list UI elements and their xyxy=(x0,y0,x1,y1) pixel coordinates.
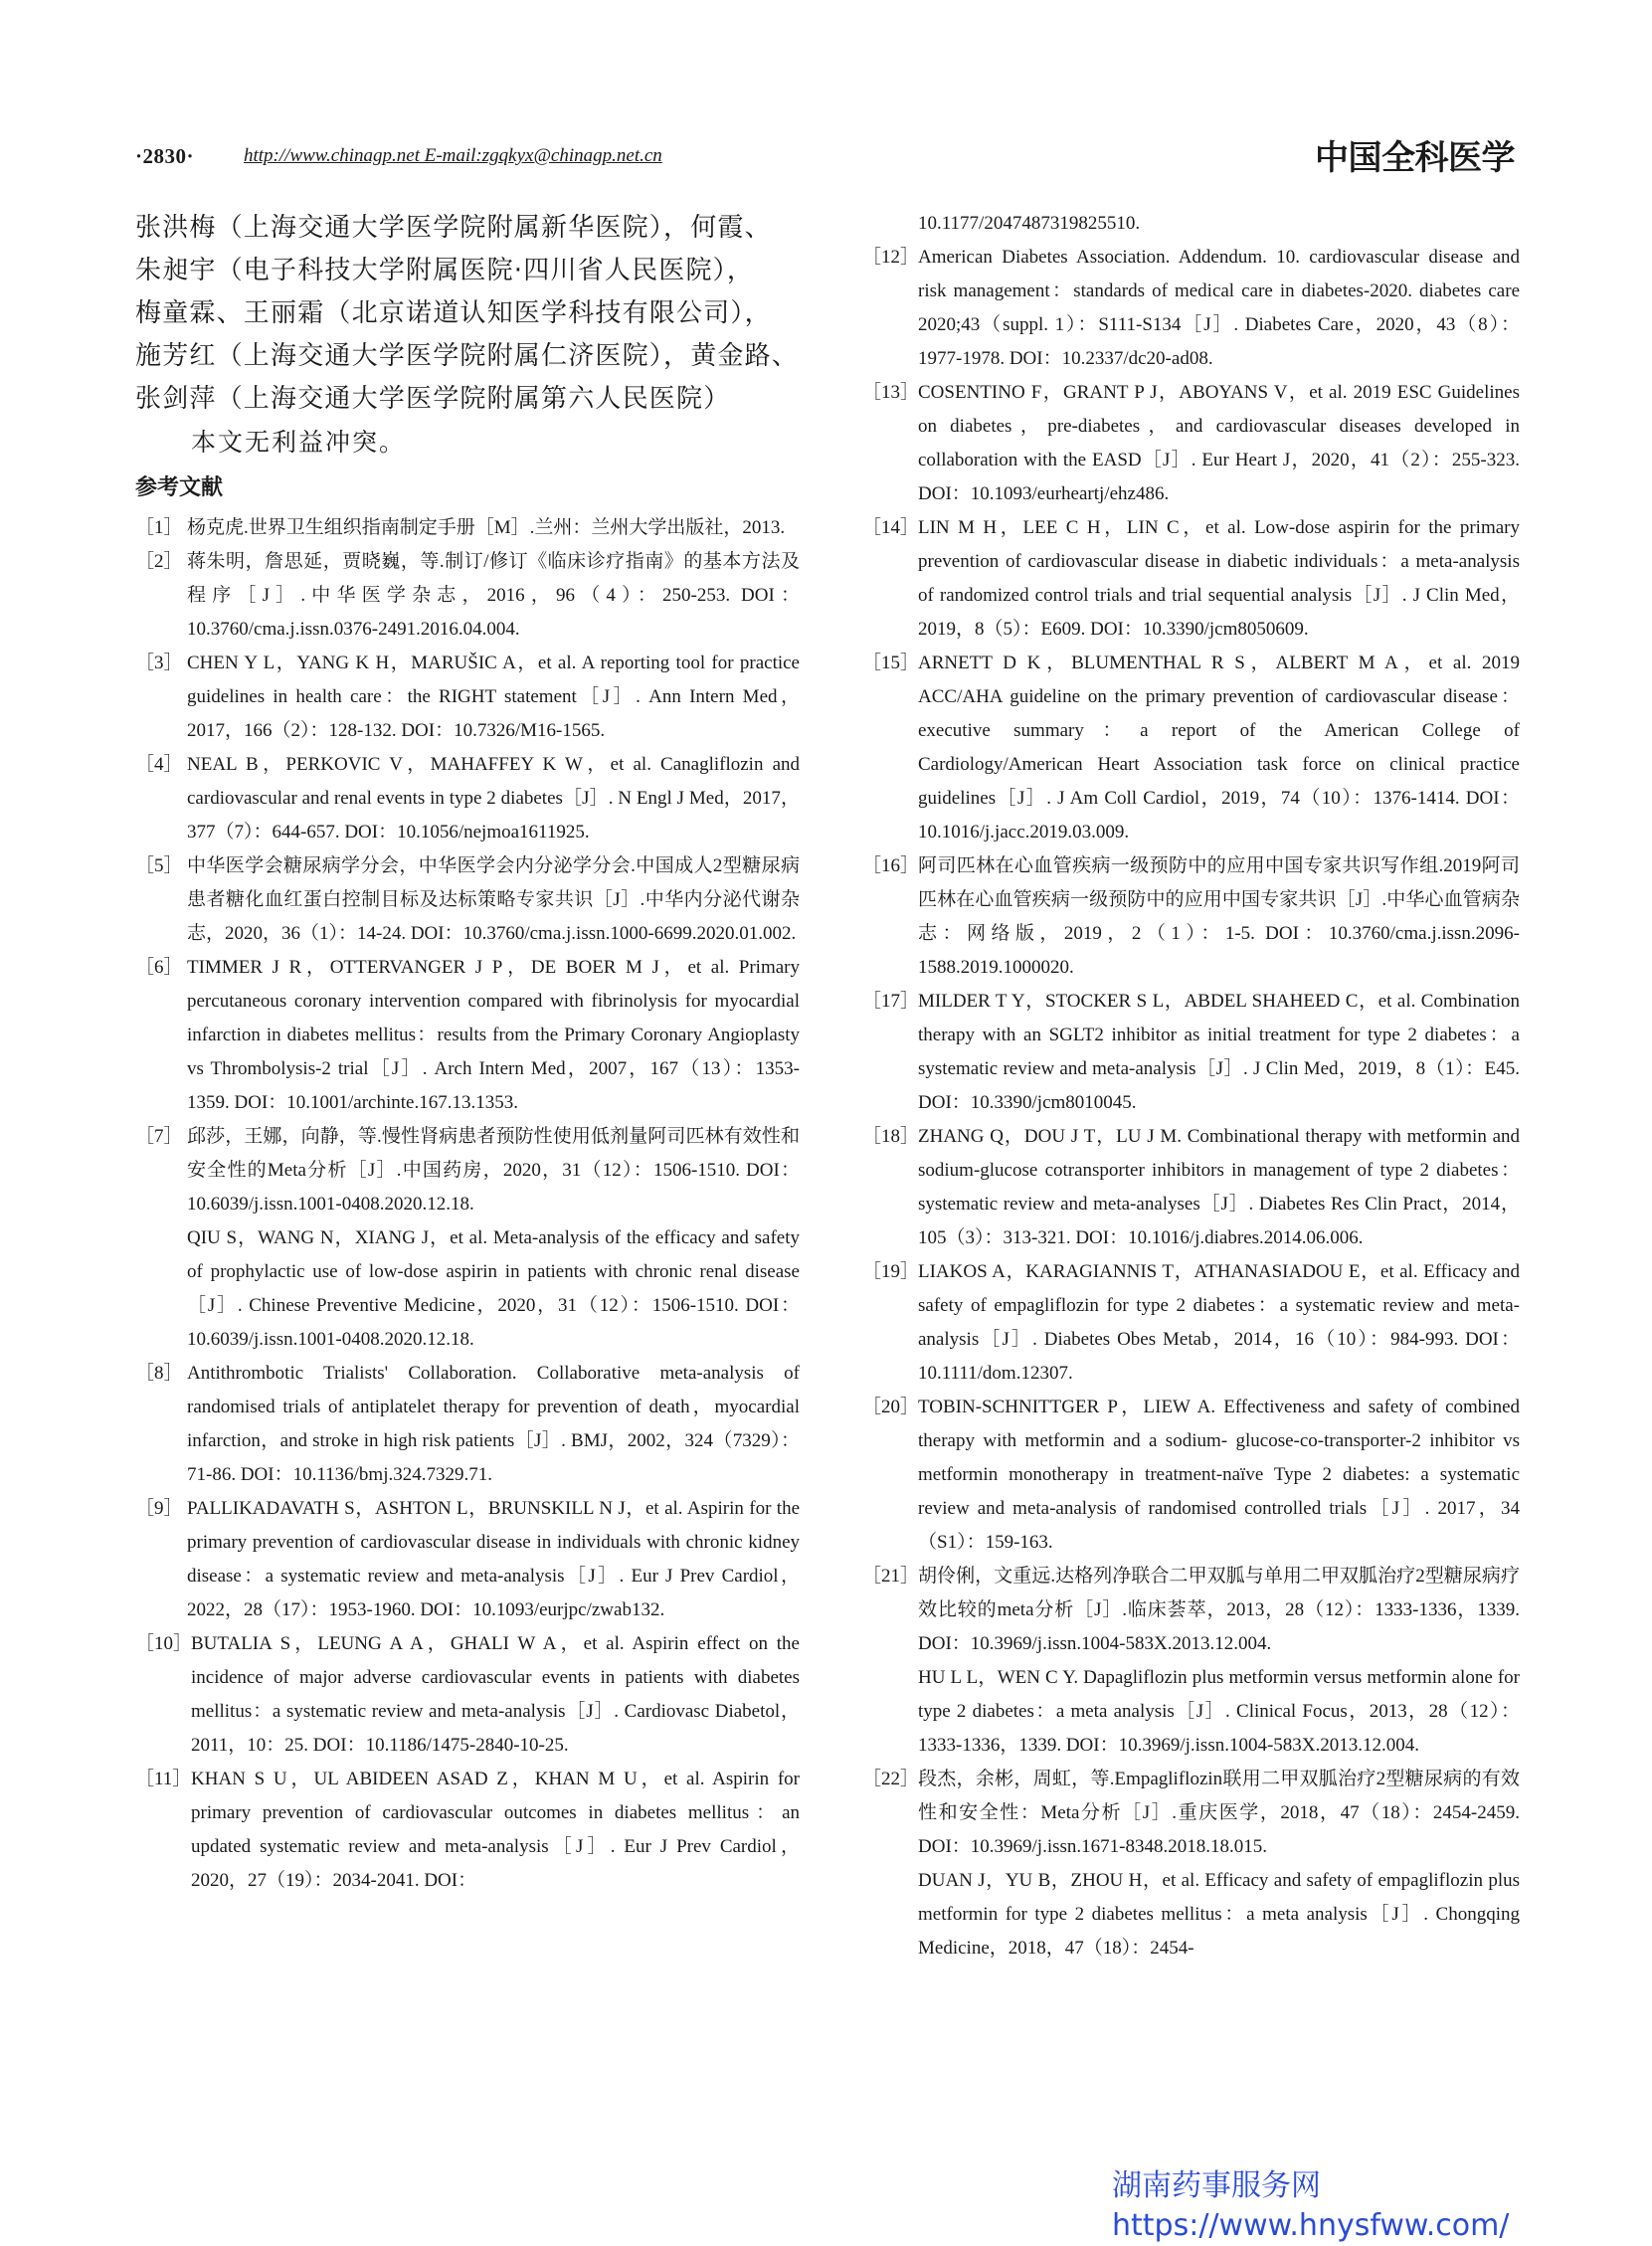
references-heading: 参考文献 xyxy=(135,475,224,500)
left-column xyxy=(135,207,800,1898)
reference-item xyxy=(135,849,800,951)
author-affiliations xyxy=(135,207,800,421)
reference-number: ［19］ xyxy=(862,1261,920,1282)
reference-text: 段杰，余彬，周虹，等.Empagliflozin联用二甲双胍治疗2型糖尿病的有效性和安全性：Meta分析［J］.重庆医学，2018，47（18）：2454-2459. DOI：10.3969/j.issn.1671-8348.2018.18.015. xyxy=(918,1769,1520,1857)
reference-text: BUTALIA S，LEUNG A A，GHALI W A，et al. Aspirin effect on the incidence of major adverse cardiovascular events in patients with diabetes mellitus：a systematic review and meta-analysis［J］. Cardiovasc Diabetol，2011，10：25. DOI：10.1186/1475-2840-10-25. xyxy=(191,1633,800,1756)
conflict-of-interest-statement: 本文无利益冲突。 xyxy=(191,428,407,457)
reference-translation xyxy=(135,1221,800,1357)
reference-number: ［18］ xyxy=(862,1126,920,1147)
reference-number: ［14］ xyxy=(862,517,920,538)
reference-number: ［20］ xyxy=(862,1397,920,1417)
reference-text: TOBIN-SCHNITTGER P，LIEW A. Effectiveness and safety of combined therapy with metformin and a sodium- glucose-co-transporter-2 inhibitor vs metformin monotherapy in treatment-naïve Type 2 diabetes: a systematic review and meta-analysis of randomised controlled trials［J］. 2017，34（S1）：159-163. xyxy=(918,1397,1520,1553)
reference-text: ZHANG Q，DOU J T，LU J M. Combinational therapy with metformin and sodium-glucose cotransporter inhibitors in management of type 2 diabetes：systematic review and meta-analyses［J］. Diabetes Res Clin Pract，2014，105（3）：313-321. DOI：10.1016/j.diabres.2014.06.006. xyxy=(918,1126,1520,1248)
watermark-url[interactable]: https://www.hnysfww.com/ xyxy=(1112,2208,1510,2243)
affiliation-line: 施芳红（上海交通大学医学院附属仁济医院），黄金路、 xyxy=(135,341,800,371)
reference-translation xyxy=(862,1661,1520,1763)
reference-item xyxy=(135,951,800,1120)
reference-item xyxy=(135,545,800,647)
reference-number: ［8］ xyxy=(135,1363,183,1384)
reference-text: 中华医学会糖尿病学分会，中华医学会内分泌学分会.中国成人2型糖尿病患者糖化血红蛋白控制目标及达标策略专家共识［J］.中华内分泌代谢杂志，2020，36（1）：14-24. DOI：10.3760/cma.j.issn.1000-6699.2020.01.002. xyxy=(187,855,800,944)
reference-text: LIAKOS A，KARAGIANNIS T，ATHANASIADOU E，et al. Efficacy and safety of empagliflozin for type 2 diabetes：a systematic review and meta-analysis［J］. Diabetes Obes Metab，2014，16（10）：984-993. DOI：10.1111/dom.12307. xyxy=(918,1261,1520,1384)
reference-number: ［9］ xyxy=(135,1498,183,1519)
reference-text: 蒋朱明，詹思延，贾晓巍，等.制订/修订《临床诊疗指南》的基本方法及程序［J］.中华医学杂志，2016，96（4）：250-253. DOI：10.3760/cma.j.issn.0376-2491.2016.04.004. xyxy=(187,551,800,640)
watermark xyxy=(1112,2166,1509,2246)
reference-item xyxy=(135,1763,800,1898)
reference-text: 10.1177/2047487319825510. xyxy=(918,213,1141,234)
reference-number: ［17］ xyxy=(862,991,920,1012)
reference-number: ［22］ xyxy=(862,1769,920,1789)
reference-text: 邱莎，王娜，向静，等.慢性肾病患者预防性使用低剂量阿司匹林有效性和安全性的Meta分析［J］.中国药房，2020，31（12）：1506-1510. DOI：10.6039/j.issn.1001-0408.2020.12.18. xyxy=(187,1126,800,1215)
reference-number: ［3］ xyxy=(135,653,183,673)
journal-name: 中国全科医学 xyxy=(1315,138,1515,178)
reference-text: COSENTINO F，GRANT P J，ABOYANS V，et al. 2019 ESC Guidelines on diabetes，pre-diabetes，and cardiovascular diseases developed in collaboration with the EASD［J］. Eur Heart J，2020，41（2）：255-323. DOI：10.1093/eurheartj/ehz486. xyxy=(918,382,1520,504)
affiliation-line: 张洪梅（上海交通大学医学院附属新华医院），何霞、 xyxy=(135,213,772,243)
reference-text: KHAN S U，UL ABIDEEN ASAD Z，KHAN M U，et al. Aspirin for primary prevention of cardiovascular outcomes in diabetes mellitus：an updated systematic review and meta-analysis［J］. Eur J Prev Cardiol，2020，27（19）：2034-2041. DOI： xyxy=(191,1769,800,1891)
reference-text: LIN M H，LEE C H，LIN C，et al. Low-dose aspirin for the primary prevention of cardiovascular disease in diabetic individuals：a meta-analysis of randomized control trials and trial sequential analysis［J］. J Clin Med，2019，8（5）：E609. DOI：10.3390/jcm8050609. xyxy=(918,517,1520,640)
reference-text: 阿司匹林在心血管疾病一级预防中的应用中国专家共识写作组.2019阿司匹林在心血管疾病一级预防中的应用中国专家共识［J］.中华心血管病杂志：网络版，2019，2（1）：1-5. DOI：10.3760/cma.j.issn.2096-1588.2019.1000020. xyxy=(918,855,1520,978)
reference-item xyxy=(862,1255,1520,1391)
right-column xyxy=(862,207,1520,1965)
reference-text: ARNETT D K，BLUMENTHAL R S，ALBERT M A，et al. 2019 ACC/AHA guideline on the primary prevention of cardiovascular disease：executive summary：a report of the American College of Cardiology/American Heart Association task force on clinical practice guidelines［J］. J Am Coll Cardiol，2019，74（10）：1376-1414. DOI：10.1016/j.jacc.2019.03.009. xyxy=(918,653,1520,842)
reference-text: 胡伶俐，文重远.达格列净联合二甲双胍与单用二甲双胍治疗2型糖尿病疗效比较的meta分析［J］.临床荟萃，2013，28（12）：1333-1336，1339. DOI：10.3969/j.issn.1004-583X.2013.12.004. xyxy=(918,1566,1520,1654)
reference-continuation xyxy=(862,207,1520,241)
reference-item xyxy=(135,1627,800,1763)
reference-text: DUAN J，YU B，ZHOU H，et al. Efficacy and safety of empagliflozin plus metformin for type 2 diabetes mellitus：a meta analysis［J］. Chongqing Medicine，2018，47（18）：2454- xyxy=(918,1870,1520,1959)
reference-item xyxy=(862,1763,1520,1864)
reference-item xyxy=(135,511,800,545)
reference-text: TIMMER J R，OTTERVANGER J P，DE BOER M J，et al. Primary percutaneous coronary intervention compared with fibrinolysis for myocardial infarction in diabetes mellitus：results from the Primary Coronary Angioplasty vs Thrombolysis-2 trial［J］. Arch Intern Med，2007，167（13）：1353-1359. DOI：10.1001/archinte.167.13.1353. xyxy=(187,957,800,1113)
reference-number: ［7］ xyxy=(135,1126,183,1147)
reference-number: ［6］ xyxy=(135,957,183,978)
reference-item xyxy=(862,1120,1520,1255)
reference-item xyxy=(862,1391,1520,1560)
reference-item xyxy=(135,1492,800,1627)
reference-item xyxy=(135,1120,800,1221)
reference-item xyxy=(135,748,800,849)
reference-text: PALLIKADAVATH S，ASHTON L，BRUNSKILL N J，et al. Aspirin for the primary prevention of cardiovascular disease in individuals with chronic kidney disease：a systematic review and meta-analysis［J］. Eur J Prev Cardiol，2022，28（17）：1953-1960. DOI：10.1093/eurjpc/zwab132. xyxy=(187,1498,800,1620)
reference-text: American Diabetes Association. Addendum. 10. cardiovascular disease and risk management：standards of medical care in diabetes-2020. diabetes care 2020;43（suppl. 1）：S111-S134［J］. Diabetes Care，2020，43（8）：1977-1978. DOI：10.2337/dc20-ad08. xyxy=(918,247,1520,369)
reference-text: Antithrombotic Trialists' Collaboration. Collaborative meta-analysis of randomised trials of antiplatelet therapy for prevention of death，myocardial infarction，and stroke in high risk patients［J］. BMJ，2002，324（7329）：71-86. DOI：10.1136/bmj.324.7329.71. xyxy=(187,1363,800,1485)
reference-item xyxy=(862,511,1520,647)
reference-text: CHEN Y L，YANG K H，MARUŠIC A，et al. A reporting tool for practice guidelines in health care：the RIGHT statement［J］. Ann Intern Med，2017，166（2）：128-132. DOI：10.7326/M16-1565. xyxy=(187,653,800,741)
page-number: ·2830· xyxy=(135,144,195,168)
reference-number: ［10］ xyxy=(135,1633,193,1654)
reference-item xyxy=(862,376,1520,511)
reference-text: QIU S，WANG N，XIANG J，et al. Meta-analysis of the efficacy and safety of prophylactic use of low-dose aspirin in patients with chronic renal disease［J］. Chinese Preventive Medicine，2020，31（12）：1506-1510. DOI：10.6039/j.issn.1001-0408.2020.12.18. xyxy=(187,1227,800,1350)
reference-number: ［15］ xyxy=(862,653,920,673)
watermark-site-name: 湖南药事服务网 xyxy=(1112,2168,1321,2203)
reference-number: ［5］ xyxy=(135,855,183,876)
reference-item xyxy=(135,647,800,748)
reference-number: ［2］ xyxy=(135,551,183,572)
reference-item xyxy=(135,1357,800,1492)
reference-number: ［4］ xyxy=(135,754,183,775)
reference-number: ［16］ xyxy=(862,855,920,876)
page-header xyxy=(0,0,1652,199)
reference-text: NEAL B，PERKOVIC V，MAHAFFEY K W，et al. Canagliflozin and cardiovascular and renal events in type 2 diabetes［J］. N Engl J Med，2017，377（7）：644-657. DOI：10.1056/nejmoa1611925. xyxy=(187,754,800,842)
reference-text: HU L L，WEN C Y. Dapagliflozin plus metformin versus metformin alone for type 2 diabetes：a meta analysis［J］. Clinical Focus，2013，28（12）：1333-1336，1339. DOI：10.3969/j.issn.1004-583X.2013.12.004. xyxy=(918,1667,1520,1756)
reference-number: ［21］ xyxy=(862,1566,920,1587)
reference-text: MILDER T Y，STOCKER S L，ABDEL SHAHEED C，et al. Combination therapy with an SGLT2 inhibitor as initial treatment for type 2 diabetes：a systematic review and meta-analysis［J］. J Clin Med，2019，8（1）：E45. DOI：10.3390/jcm8010045. xyxy=(918,991,1520,1113)
journal-url-email[interactable]: http://www.chinagp.net E-mail:zgqkyx@chinagp.net.cn xyxy=(244,145,662,166)
reference-text: 杨克虎.世界卫生组织指南制定手册［M］.兰州：兰州大学出版社，2013. xyxy=(187,517,786,538)
reference-number: ［11］ xyxy=(135,1769,192,1789)
reference-number: ［13］ xyxy=(862,382,920,403)
affiliation-line: 梅童霖、王丽霜（北京诺道认知医学科技有限公司）， xyxy=(135,298,772,328)
reference-number: ［1］ xyxy=(135,517,183,538)
reference-item xyxy=(862,849,1520,985)
reference-item xyxy=(862,1560,1520,1661)
reference-item xyxy=(862,647,1520,849)
reference-translation xyxy=(862,1864,1520,1965)
reference-item xyxy=(862,241,1520,376)
affiliation-line: 张剑萍（上海交通大学医学院附属第六人民医院） xyxy=(135,384,731,414)
reference-item xyxy=(862,985,1520,1120)
reference-number: ［12］ xyxy=(862,247,920,268)
affiliation-line: 朱昶宇（电子科技大学附属医院·四川省人民医院）， xyxy=(135,256,755,285)
